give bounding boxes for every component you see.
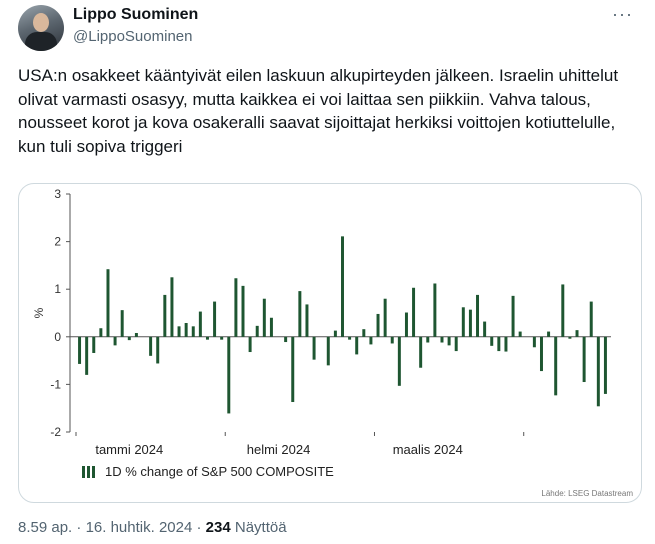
bar — [213, 302, 216, 337]
bar — [391, 337, 394, 344]
bar — [227, 337, 230, 414]
bar — [448, 337, 451, 346]
x-month-label: helmi 2024 — [246, 442, 311, 457]
bar — [163, 295, 166, 337]
bar — [369, 337, 372, 345]
bar — [355, 337, 358, 355]
bar — [242, 286, 245, 337]
tweet-date[interactable]: 16. huhtik. 2024 — [85, 519, 193, 536]
bar — [540, 337, 543, 371]
bar — [185, 323, 188, 337]
bar — [348, 337, 351, 340]
bar — [135, 333, 138, 337]
bar — [78, 337, 81, 364]
bar — [590, 302, 593, 337]
bar — [362, 329, 365, 337]
bar — [433, 283, 436, 336]
bar — [512, 296, 515, 337]
more-options-icon[interactable]: ··· — [612, 4, 633, 24]
y-tick-label: 2 — [54, 234, 61, 249]
bar — [583, 337, 586, 382]
bar — [462, 307, 465, 337]
bar — [313, 337, 316, 360]
legend-swatch-bar — [92, 466, 95, 478]
bar — [547, 332, 550, 337]
y-tick-label: 1 — [54, 282, 61, 297]
bar — [220, 337, 223, 340]
bar — [199, 312, 202, 337]
bar — [149, 337, 152, 356]
author-name[interactable]: Lippo Suominen — [73, 6, 199, 23]
bar — [92, 337, 95, 353]
bar — [476, 295, 479, 337]
bar — [533, 337, 536, 347]
bar — [192, 326, 195, 336]
bar — [263, 299, 266, 337]
bar — [554, 337, 557, 396]
bar — [490, 337, 493, 346]
bar — [249, 337, 252, 352]
y-tick-label: -1 — [50, 377, 61, 392]
bar — [85, 337, 88, 375]
views-label: Näyttöä — [230, 519, 287, 536]
tweet-time[interactable]: 8.59 ap. — [18, 519, 73, 536]
bar-chart — [19, 184, 641, 502]
bar — [178, 326, 181, 336]
y-axis-label: % — [32, 307, 46, 319]
y-tick-label: 3 — [54, 187, 61, 201]
bar — [497, 337, 500, 351]
bar — [334, 331, 337, 337]
bar — [405, 313, 408, 337]
bar — [441, 337, 444, 343]
bar — [284, 337, 287, 342]
views-count: 234 — [205, 519, 231, 536]
bar — [206, 337, 209, 340]
legend-swatch-bar — [87, 466, 90, 478]
bar — [327, 337, 330, 366]
bar — [561, 284, 564, 336]
bar — [298, 291, 301, 337]
x-month-label: tammi 2024 — [95, 442, 164, 457]
tweet-text: USA:n osakkeet kääntyivät eilen laskuun alkupirteyden jälkeen. Israelin uhittelut olivat varmasti osasyy, mutta kaikkea ei voi laittaa sen piikkiin. Vahva talous, nousseet korot ja kova osakeralli saavat sijoittajat herkiksi voittojen kotiuttelulle, kun tuli sopiva triggeri — [18, 66, 619, 156]
bar — [114, 337, 117, 346]
y-tick-label: 0 — [54, 329, 61, 344]
avatar[interactable] — [18, 5, 64, 51]
bar — [419, 337, 422, 368]
bar — [156, 337, 159, 364]
bar — [256, 326, 259, 337]
bar — [234, 278, 237, 337]
bar — [341, 236, 344, 336]
bar — [483, 322, 486, 337]
bar — [384, 299, 387, 337]
tweet-media-chart[interactable] — [18, 183, 642, 503]
tweet-footer — [18, 519, 287, 536]
avatar-body-shape — [25, 32, 57, 51]
footer-separator-2: · — [192, 519, 206, 536]
bar — [519, 332, 522, 337]
legend-swatch-bar — [82, 466, 85, 478]
bar — [170, 277, 173, 337]
bar — [377, 314, 380, 337]
chart-source: Lähde: LSEG Datastream — [541, 489, 633, 498]
bar — [576, 330, 579, 337]
bar — [128, 337, 131, 340]
bar — [121, 310, 124, 337]
legend-label: 1D % change of S&P 500 COMPOSITE — [105, 464, 334, 479]
bar — [398, 337, 401, 386]
bar — [597, 337, 600, 407]
y-tick-label: -2 — [50, 425, 61, 439]
x-month-label: maalis 2024 — [392, 442, 463, 457]
bar — [426, 337, 429, 343]
bar — [99, 328, 102, 337]
bar — [568, 337, 571, 339]
bar — [455, 337, 458, 351]
bar — [412, 288, 415, 337]
bar — [305, 304, 308, 336]
bar — [270, 318, 273, 337]
bar — [291, 337, 294, 402]
footer-separator: · — [72, 519, 86, 536]
author-handle[interactable]: @LippoSuominen — [73, 28, 193, 45]
avatar-head-shape — [33, 13, 49, 32]
bar — [469, 310, 472, 337]
bar — [106, 269, 109, 337]
bar — [504, 337, 507, 352]
bar — [604, 337, 607, 394]
